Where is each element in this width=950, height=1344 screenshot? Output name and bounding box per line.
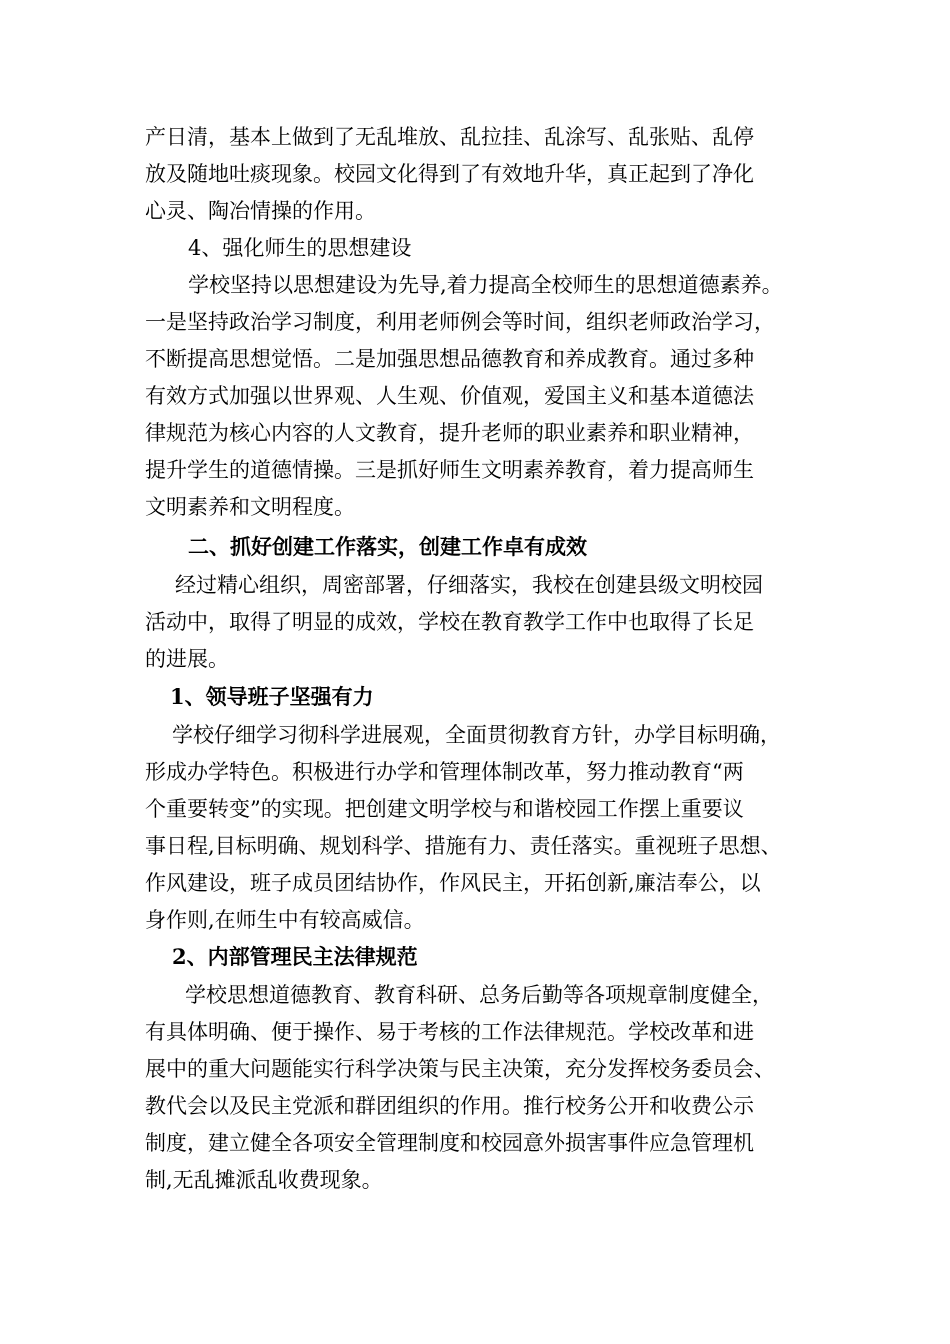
text-line-2: 放及随地吐痰现象。校园文化得到了有效地升华，真正起到了净化 [145, 162, 754, 186]
text-line-10: 提升学生的道德情操。三是抓好师生文明素养教育，着力提高师生 [145, 458, 754, 482]
text-line-26: 展中的重大问题能实行科学决策与民主决策，充分发挥校务委员会、 [145, 1057, 775, 1081]
text-line-5: 学校坚持以思想建设为先导,着力提高全校师生的思想道德素养。 [188, 273, 783, 297]
text-line-14: 活动中，取得了明显的成效，学校在教育教学工作中也取得了长足 [145, 610, 754, 634]
text-line-1: 产日清，基本上做到了无乱堆放、乱拉挂、乱涂写、乱张贴、乱停 [145, 125, 754, 149]
text-line-9: 律规范为核心内容的人文教育，提升老师的职业素养和职业精神， [145, 421, 754, 445]
text-line-21: 作风建设，班子成员团结协作，作风民主，开拓创新,廉洁奉公，以 [145, 871, 761, 895]
text-line-3: 心灵、陶冶情操的作用。 [145, 199, 376, 223]
text-line-15: 的进展。 [145, 647, 229, 671]
text-line-17: 学校仔细学习彻科学进展观，全面贯彻教育方针，办学目标明确， [172, 723, 781, 747]
text-line-6: 一是坚持政治学习制度，利用老师例会等时间，组织老师政治学习， [145, 310, 775, 334]
text-line-13: 经过精心组织，周密部署，仔细落实，我校在创建县级文明校园 [175, 573, 763, 597]
text-line-28: 制度，建立健全各项安全管理制度和校园意外损害事件应急管理机 [145, 1131, 754, 1155]
text-line-7: 不断提高思想觉悟。二是加强思想品德教育和养成教育。通过多种 [145, 347, 754, 371]
text-line-22: 身作则,在师生中有较高威信。 [145, 908, 425, 932]
subheading-strengthen-ideology: 4、强化师生的思想建设 [188, 236, 412, 260]
text-line-11: 文明素养和文明程度。 [145, 495, 355, 519]
subheading-internal-management: 2、内部管理民主法律规范 [172, 944, 418, 969]
text-line-19: 个重要转变”的实现。把创建文明学校与和谐校园工作摆上重要议 [145, 797, 744, 821]
text-line-18: 形成办学特色。积极进行办学和管理体制改革，努力推动教育“两 [145, 760, 744, 784]
text-line-24: 学校思想道德教育、教育科研、总务后勤等各项规章制度健全， [185, 983, 773, 1007]
text-line-8: 有效方式加强以世界观、人生观、价值观，爱国主义和基本道德法 [145, 384, 754, 408]
text-line-27: 教代会以及民主党派和群团组织的作用。推行校务公开和收费公示 [145, 1094, 754, 1118]
text-line-29: 制,无乱摊派乱收费现象。 [145, 1168, 383, 1192]
text-line-25: 有具体明确、便于操作、易于考核的工作法律规范。学校改革和进 [145, 1020, 754, 1044]
subheading-leadership: 1、领导班子坚强有力 [170, 684, 374, 709]
text-line-20: 事日程,目标明确、规划科学、措施有力、责任落实。重视班子思想、 [145, 834, 782, 858]
section-heading-2: 二、抓好创建工作落实，创建工作卓有成效 [188, 534, 587, 559]
